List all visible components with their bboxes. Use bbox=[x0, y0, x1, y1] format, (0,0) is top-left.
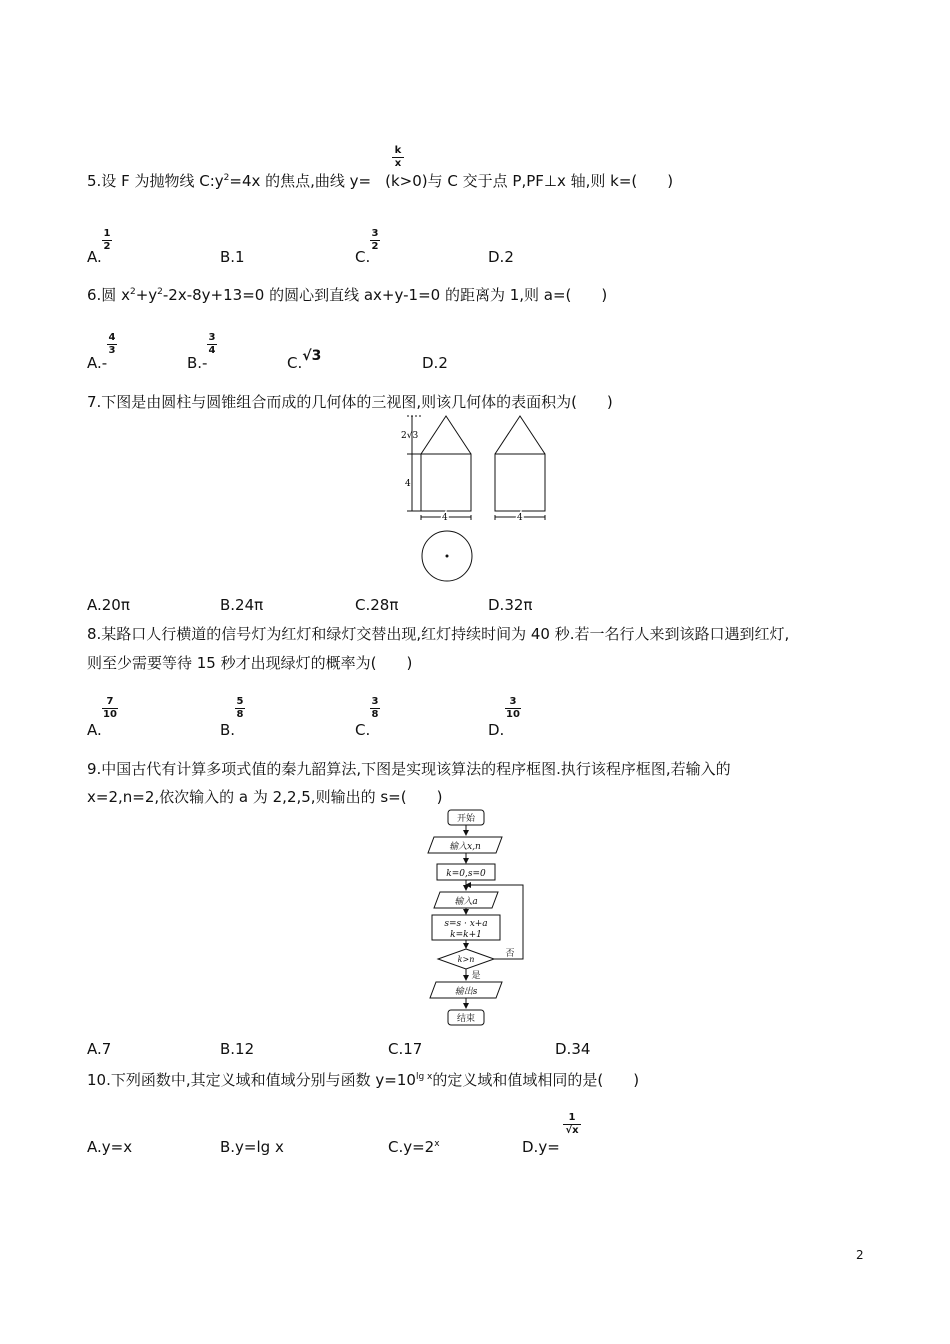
q5-option-a-fraction: 1 2 bbox=[103, 228, 111, 252]
flow-output-label: 输出s bbox=[454, 987, 478, 997]
page-number: 2 bbox=[856, 1248, 864, 1262]
flow-no-label: 否 bbox=[505, 949, 515, 959]
q10-option-d[interactable]: D.y= bbox=[522, 1138, 560, 1156]
q7-dim-body-height: 4 bbox=[405, 479, 411, 489]
q9-stem-line1: 9.中国古代有计算多项式值的秦九韶算法,下图是实现该算法的程序框图.执行该程序框图,若输入的 bbox=[87, 760, 731, 778]
flow-yes-label: 是 bbox=[471, 971, 481, 981]
flow-update-k-label: k=k+1 bbox=[450, 930, 482, 940]
q8-option-b-fraction: 5 8 bbox=[236, 696, 244, 720]
q7-side-view bbox=[495, 416, 545, 520]
q9-option-b[interactable]: B.12 bbox=[220, 1040, 255, 1058]
q9-option-a[interactable]: A.7 bbox=[87, 1040, 112, 1058]
q7-option-a[interactable]: A.20π bbox=[87, 596, 130, 614]
q7-dim-cone-height: 2√3 bbox=[401, 431, 419, 441]
q9-stem-line2: x=2,n=2,依次输入的 a 为 2,2,5,则输出的 s=( ) bbox=[87, 788, 443, 806]
q7-dim-front-width: 4 bbox=[442, 513, 448, 523]
q7-stem: 7.下图是由圆柱与圆锥组合而成的几何体的三视图,则该几何体的表面积为( ) bbox=[87, 393, 613, 411]
q10-stem: 10.下列函数中,其定义域和值域分别与函数 $y=10^{lg x}$的定义域和值域相同的是( ) bbox=[87, 1071, 640, 1089]
q10-option-a[interactable]: A.y=x bbox=[87, 1138, 133, 1156]
q8-stem-line2: 则至少需要等待 15 秒才出现绿灯的概率为( ) bbox=[87, 654, 413, 672]
q9-flowchart bbox=[420, 806, 530, 1032]
q7-top-view bbox=[422, 531, 472, 581]
q10-option-c[interactable]: $C.y=2^x$ bbox=[388, 1138, 440, 1156]
q6-stem: 6.圆 $x^2+y^2-2x-8y+13=0$ 的圆心到直线 ax+y-1=0 的距离为 1,则 a=( ) bbox=[87, 286, 608, 304]
q8-option-d-fraction: 3 10 bbox=[506, 696, 520, 720]
flow-update-s-label: s=s · x+a bbox=[444, 919, 488, 929]
q6-option-b[interactable]: B.- bbox=[187, 354, 208, 372]
flow-end-label: 结束 bbox=[456, 1014, 476, 1024]
q8-option-c-fraction: 3 8 bbox=[371, 696, 379, 720]
q7-dim-side-width: 4 bbox=[517, 513, 523, 523]
q5-option-c-fraction: 3 2 bbox=[371, 228, 379, 252]
q5-option-c[interactable]: C. bbox=[355, 248, 371, 266]
flow-cond-label: k>n bbox=[457, 955, 475, 964]
q7-option-b[interactable]: B.24π bbox=[220, 596, 264, 614]
q10-option-d-fraction: 1 √x bbox=[563, 1113, 581, 1136]
q5-curve-fraction: k x bbox=[392, 146, 404, 169]
flow-input-xn-label: 输入x,n bbox=[449, 842, 481, 852]
q8-option-d[interactable]: D. bbox=[488, 721, 505, 739]
q8-option-b[interactable]: B. bbox=[220, 721, 236, 739]
q5-option-d[interactable]: D.2 bbox=[488, 248, 514, 266]
q6-option-b-fraction: 3 4 bbox=[208, 332, 216, 356]
q10-option-b[interactable]: B.y=lg x bbox=[220, 1138, 284, 1156]
q7-three-view-figure bbox=[395, 414, 555, 586]
q9-option-d[interactable]: D.34 bbox=[555, 1040, 591, 1058]
flow-input-a-label: 输入a bbox=[454, 897, 478, 907]
q8-option-a[interactable]: A. bbox=[87, 721, 102, 739]
q5-stem: 5.设 F 为抛物线 $C:y^2=4x$ 的焦点,曲线 y= (k>0)与 C 交于点 P,PF⊥x 轴,则 k=( ) bbox=[87, 172, 674, 190]
flow-init-label: k=0,s=0 bbox=[446, 869, 486, 879]
q6-option-c-sqrt: √3 bbox=[302, 348, 322, 364]
q5-option-b[interactable]: B.1 bbox=[220, 248, 245, 266]
q6-option-a-fraction: 4 3 bbox=[108, 332, 116, 356]
q6-option-a[interactable]: A.- bbox=[87, 354, 108, 372]
q6-option-d[interactable]: D.2 bbox=[422, 354, 448, 372]
q8-option-a-fraction: 7 10 bbox=[103, 696, 117, 720]
flow-start-label: 开始 bbox=[456, 814, 476, 824]
q7-option-d[interactable]: D.32π bbox=[488, 596, 533, 614]
q9-option-c[interactable]: C.17 bbox=[388, 1040, 423, 1058]
q8-option-c[interactable]: C. bbox=[355, 721, 371, 739]
q8-stem-line1: 8.某路口人行横道的信号灯为红灯和绿灯交替出现,红灯持续时间为 40 秒.若一名行人来到该路口遇到红灯, bbox=[87, 625, 790, 643]
q6-option-c[interactable]: C.√3 bbox=[287, 348, 322, 372]
q5-option-a[interactable]: A. bbox=[87, 248, 102, 266]
q7-option-c[interactable]: C.28π bbox=[355, 596, 399, 614]
